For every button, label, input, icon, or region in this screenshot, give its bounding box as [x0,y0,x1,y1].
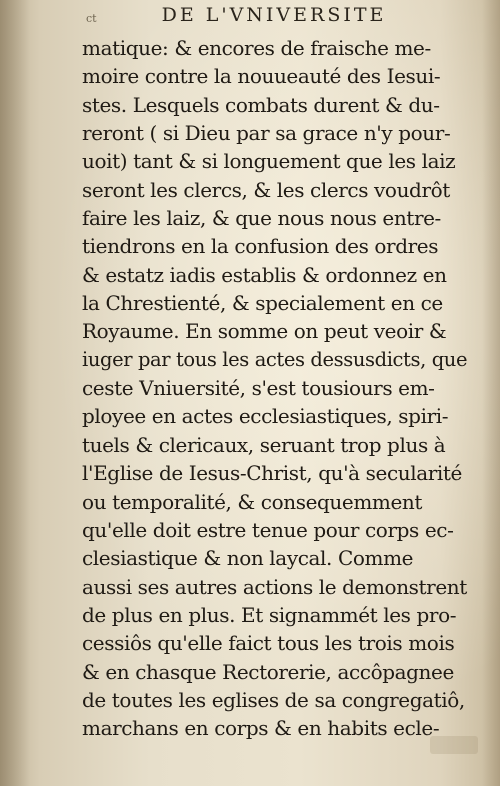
text-line: ceste Vniuersité, s'est tousiours em- [82,376,435,401]
text-line: & estatz iadis establis & ordonnez en [82,262,447,287]
text-line: tuels & clericaux, seruant trop plus à [82,432,446,457]
show-through-mark [430,736,478,754]
text-line: clesiastique & non laycal. Comme [82,546,414,571]
page-marker: ct [86,12,97,25]
text-line: de toutes les eglises de sa congregatiô, [82,687,465,712]
text-line: qu'elle doit estre tenue pour corps ec- [82,517,454,542]
page-edge-shadow [482,0,500,786]
text-line: de plus en plus. Et signammét les pro- [82,602,457,627]
text-line: iuger par tous les actes dessusdicts, que [82,347,468,371]
text-line: cessiôs qu'elle faict tous les trois mois [82,631,455,656]
text-line: tiendrons en la confusion des ordres [82,234,439,259]
text-line: aussi ses autres actions le demonstrent [82,574,467,599]
text-line: marchans en corps & en habits ecle- [82,716,440,741]
text-line: Royaume. En somme on peut veoir & [82,319,447,344]
text-line: & en chasque Rectorerie, accôpagnee [82,659,454,684]
body-text [82,34,468,743]
gutter-shadow [0,0,30,786]
running-head: DE L'VNIVERSITE [161,4,387,26]
text-line: uoit) tant & si longuement que les laiz [82,149,456,174]
text-line: matique: & encores de fraische me- [82,36,431,60]
text-line: l'Eglise de Iesus-Christ, qu'à secularité [82,461,462,486]
text-line: ou temporalité, & consequemment [82,489,423,514]
text-line: stes. Lesquels combats durent & du- [82,92,440,117]
text-line: faire les laiz, & que nous nous entre- [82,206,441,231]
text-line: seront les clercs, & les clercs voudrôt [82,177,450,202]
text-line: moire contre la nouueauté des Iesui- [82,64,441,89]
text-line: la Chrestienté, & specialement en ce [82,291,443,316]
text-line: reront ( si Dieu par sa grace n'y pour- [82,121,451,146]
text-line: ployee en actes ecclesiastiques, spiri- [82,404,449,429]
